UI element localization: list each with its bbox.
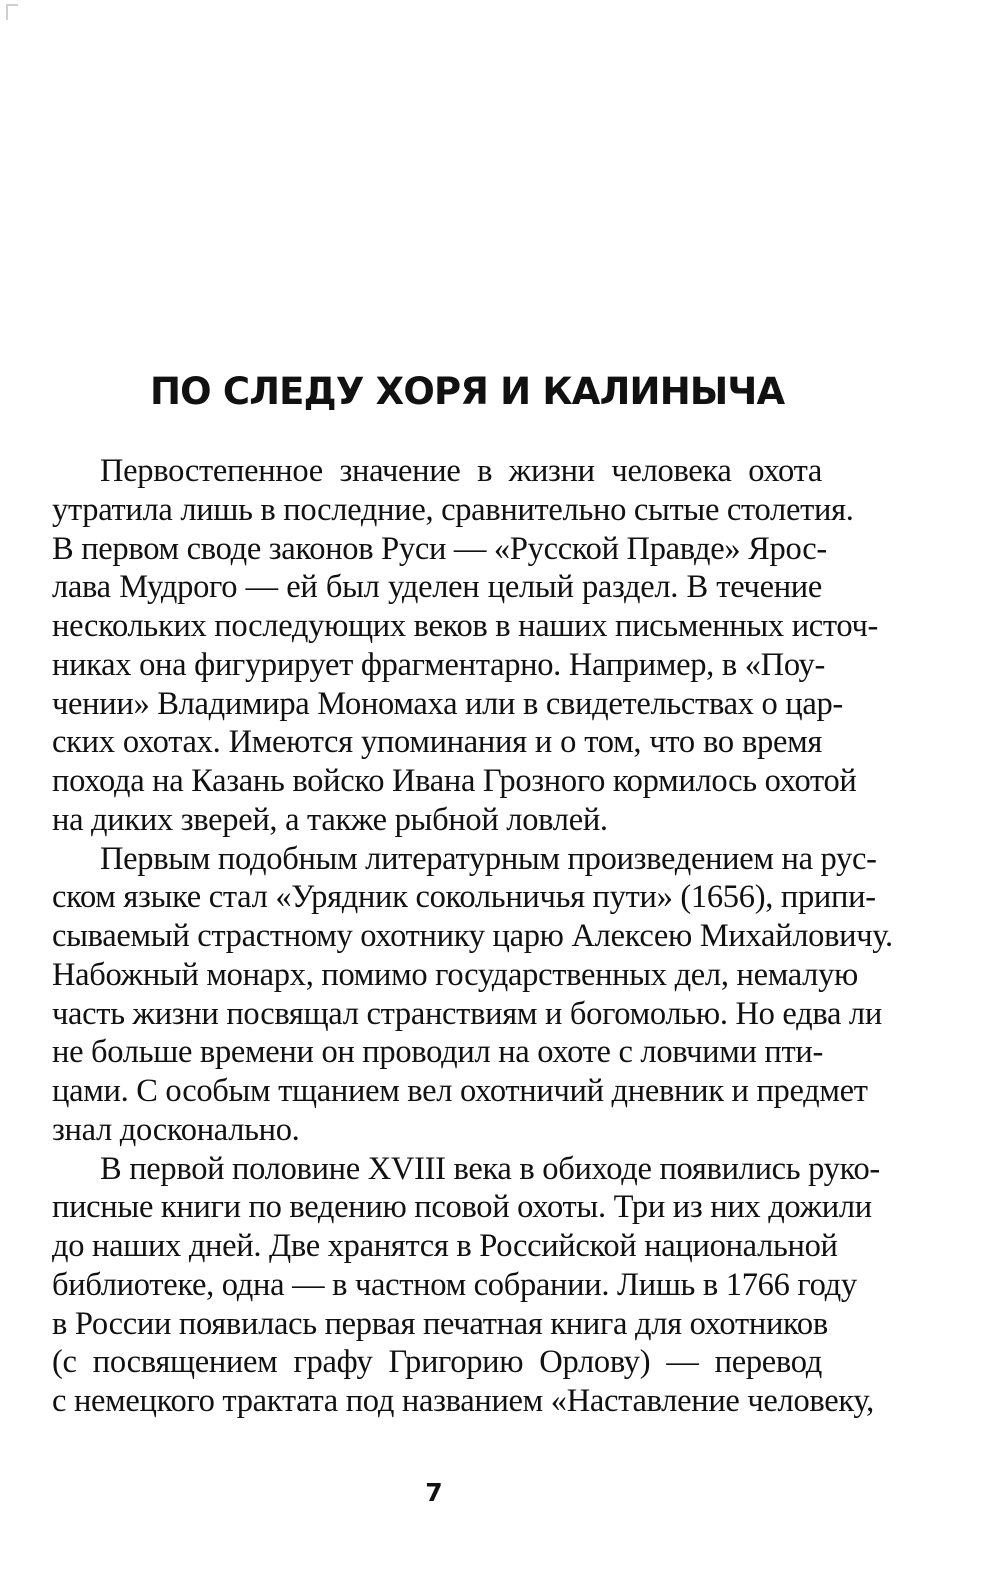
- text-line: с немецкого трактата под названием «Наставление человеку,: [52, 1383, 874, 1419]
- text-line: (с посвящением графу Григорию Орлову) — перевод: [52, 1344, 822, 1381]
- text-line: до наших дней. Две хранятся в Российской национальной: [52, 1228, 838, 1264]
- text-line: нескольких последующих веков в наших письменных источ-: [52, 608, 879, 644]
- page-corner-mark: [6, 4, 18, 20]
- text-line: В первом своде законов Руси — «Русской Правде» Ярос-: [52, 530, 827, 567]
- text-line: часть жизни посвящал странствиям и богомолью. Но едва ли: [52, 995, 882, 1032]
- text-line: утратила лишь в последние, сравнительно сытые столетия.: [52, 491, 854, 528]
- text-line: ском языке стал «Урядник сокольничья пути» (1656), припи-: [52, 879, 876, 916]
- text-line: в России появилась первая печатная книга для охотников: [52, 1305, 828, 1342]
- text-line: В первой половине XVIII века в обиходе появились руко-: [100, 1150, 880, 1187]
- text-line: цами. С особым тщанием вел охотничий дневник и предмет: [52, 1073, 868, 1109]
- text-line: Первостепенное значение в жизни человека охота: [100, 453, 822, 489]
- text-line: Первым подобным литературным произведением на рус-: [100, 840, 877, 877]
- text-line: писные книги по ведению псовой охоты. Три из них дожили: [52, 1189, 872, 1226]
- text-line: похода на Казань войско Ивана Грозного кормилось охотой: [52, 763, 857, 799]
- text-line: знал досконально.: [52, 1111, 300, 1148]
- text-line: на диких зверей, а также рыбной ловлей.: [52, 801, 608, 838]
- text-line: не больше времени он проводил на охоте с ловчими пти-: [52, 1034, 824, 1071]
- page-number: 7: [425, 1478, 443, 1507]
- text-line: библиотеке, одна — в частном собрании. Лишь в 1766 году: [52, 1266, 857, 1303]
- text-line: Набожный монарх, помимо государственных дел, немалую: [52, 956, 859, 993]
- text-line: сываемый страстному охотнику царю Алексею Михайловичу.: [52, 918, 893, 954]
- body-text: [52, 452, 893, 1421]
- text-line: чении» Владимира Мономаха или в свидетельствах о цар-: [52, 685, 843, 722]
- text-line: ских охотах. Имеются упоминания и о том, что во время: [52, 724, 822, 761]
- text-line: никах она фигурирует фрагментарно. Например, в «Поу-: [52, 646, 826, 683]
- chapter-title: ПО СЛЕДУ ХОРЯ И КАЛИНЫЧА: [150, 370, 785, 413]
- text-line: лава Мудрого — ей был уделен целый раздел. В течение: [52, 569, 822, 606]
